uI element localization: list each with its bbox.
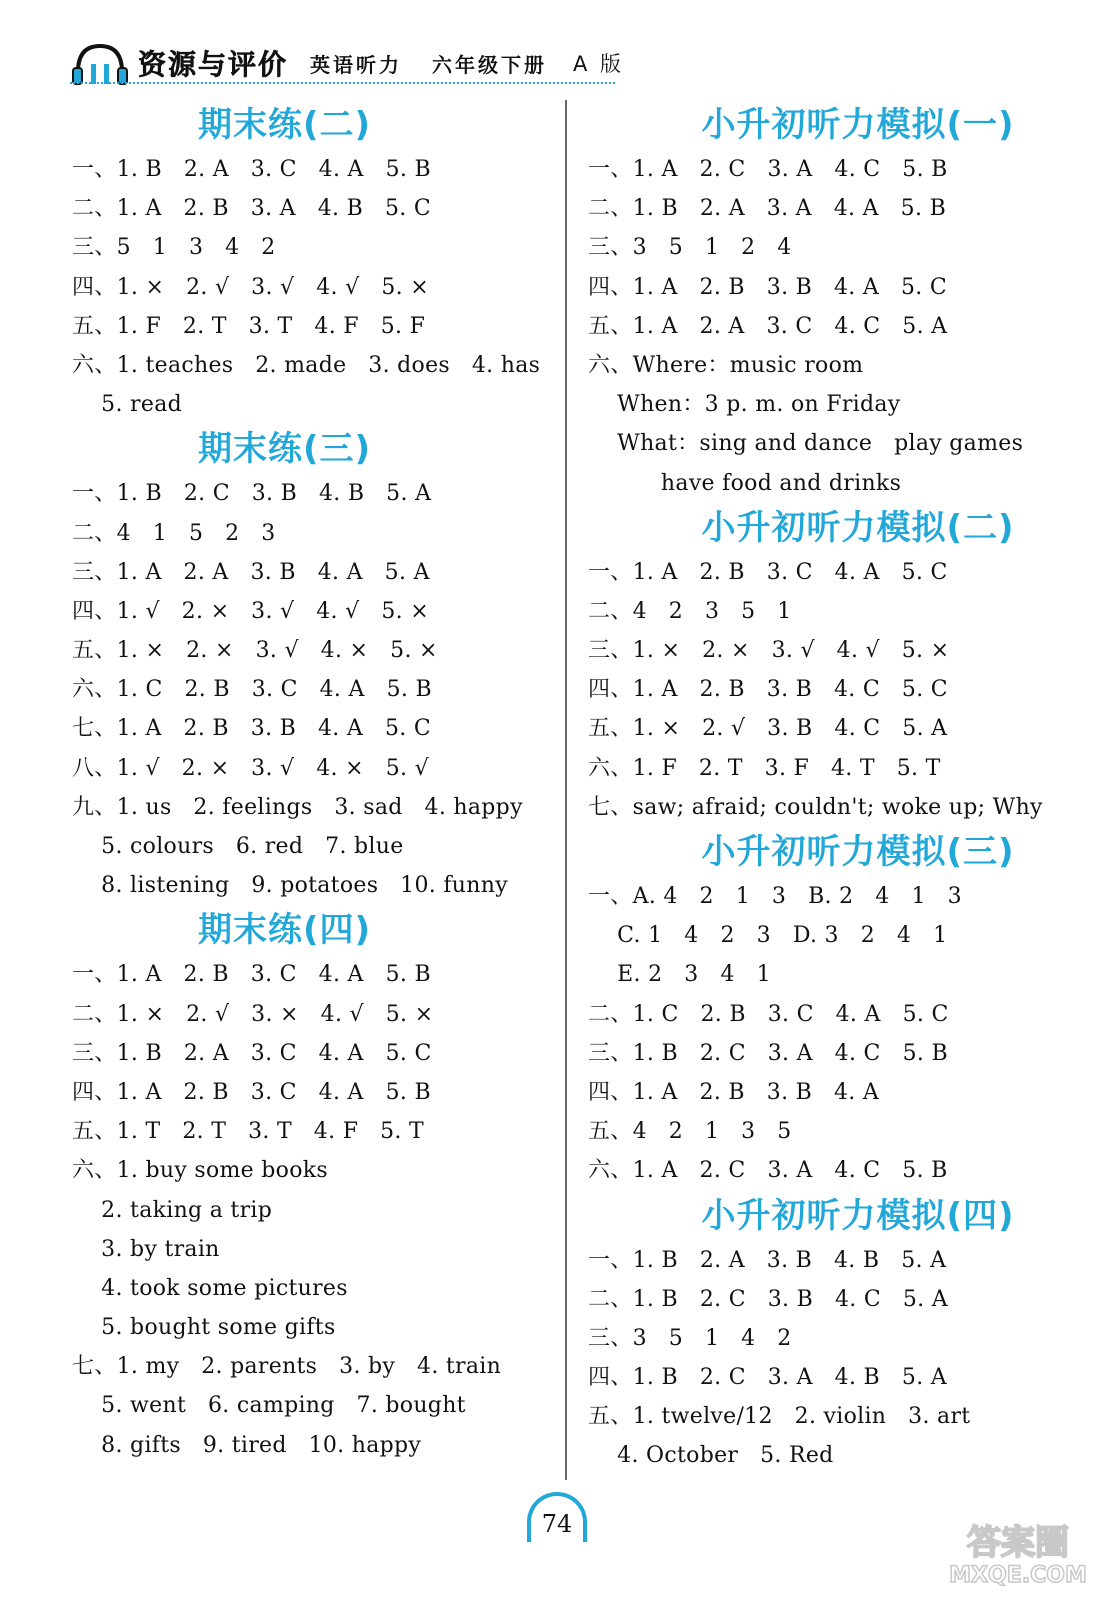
grade-label: 六年级下册 (432, 52, 548, 77)
answer-line: C. 1 4 2 3 D. 3 2 4 1 (588, 923, 948, 949)
answer-line: 六、1. C 2. B 3. C 4. A 5. B (72, 677, 432, 703)
page-header (70, 38, 630, 88)
answer-line: 一、1. B 2. A 3. C 4. A 5. B (72, 157, 431, 182)
answer-line: 4. took some pictures (72, 1275, 348, 1301)
answer-line: 六、1. teaches 2. made 3. does 4. has (72, 352, 541, 378)
section-title: 小升初听力模拟(二) (701, 507, 1015, 548)
answer-line: 五、1. F 2. T 3. T 4. F 5. F (72, 313, 426, 339)
answer-line: 5. read (72, 392, 182, 418)
answer-line: 六、1. buy some books (72, 1158, 328, 1184)
answer-line: 三、1. B 2. C 3. A 4. C 5. B (588, 1040, 948, 1066)
subject-label: 英语听力 (310, 52, 403, 77)
answer-line: 8. listening 9. potatoes 10. funny (72, 873, 508, 899)
answer-line: When：3 p. m. on Friday (588, 392, 901, 418)
page-number (522, 1490, 592, 1538)
answer-line: 一、A. 4 2 1 3 B. 2 4 1 3 (588, 884, 962, 909)
answer-line: 四、1. A 2. B 3. B 4. C 5. C (588, 677, 948, 703)
section-title: 期末练(二) (197, 105, 372, 145)
answer-line: 五、1. A 2. A 3. C 4. C 5. A (588, 313, 948, 339)
answer-line: 2. taking a trip (72, 1197, 273, 1223)
answer-line: 二、1. B 2. A 3. A 4. A 5. B (588, 196, 947, 222)
answer-line: 三、3 5 1 2 4 (588, 235, 792, 261)
answer-line: 二、1. A 2. B 3. A 4. B 5. C (72, 196, 431, 222)
answer-line: 五、1. twelve/12 2. violin 3. art (588, 1404, 971, 1430)
watermark-logo (938, 1516, 1098, 1588)
answer-line: 一、1. B 2. A 3. B 4. B 5. A (588, 1247, 947, 1273)
header-divider (70, 82, 615, 84)
watermark-url: MXQE.COM (949, 1563, 1087, 1588)
answer-line: 5. went 6. camping 7. bought (72, 1393, 466, 1419)
headphones-icon (70, 42, 130, 84)
answer-line: 四、1. B 2. C 3. A 4. B 5. A (588, 1365, 947, 1391)
answer-line: 8. gifts 9. tired 10. happy (72, 1432, 422, 1458)
answer-line: 3. by train (72, 1236, 220, 1262)
answer-line: 四、1. A 2. B 3. C 4. A 5. B (72, 1079, 431, 1105)
answer-line: 五、1. × 2. √ 3. B 4. C 5. A (588, 716, 948, 742)
answer-line: 七、1. A 2. B 3. B 4. A 5. C (72, 716, 431, 742)
section-title: 小升初听力模拟(三) (701, 832, 1015, 872)
answer-line: 六、Where：music room (588, 352, 864, 378)
answer-line: 五、1. T 2. T 3. T 4. F 5. T (72, 1119, 424, 1145)
answer-line: 九、1. us 2. feelings 3. sad 4. happy (72, 794, 523, 820)
answer-line: What：sing and dance play games (588, 431, 1024, 457)
answer-line: 一、1. B 2. C 3. B 4. B 5. A (72, 481, 432, 507)
answer-line: 二、1. × 2. √ 3. × 4. √ 5. × (72, 1001, 434, 1027)
answer-line: 二、4 2 3 5 1 (588, 598, 792, 624)
left-column (72, 100, 552, 1465)
section-title: 期末练(四) (197, 910, 372, 951)
answer-line: 四、1. A 2. B 3. B 4. A 5. C (588, 274, 947, 300)
answer-line: 三、1. × 2. × 3. √ 4. √ 5. × (588, 638, 950, 664)
answer-line: 三、1. A 2. A 3. B 4. A 5. A (72, 559, 430, 585)
section-title: 小升初听力模拟(一) (701, 105, 1015, 145)
answer-line: E. 2 3 4 1 (588, 962, 771, 988)
column-divider (565, 100, 567, 1480)
answer-line: 4. October 5. Red (588, 1443, 834, 1469)
answer-line: 一、1. A 2. C 3. A 4. C 5. B (588, 157, 948, 182)
answer-line: 六、1. A 2. C 3. A 4. C 5. B (588, 1158, 948, 1184)
answer-line: 六、1. F 2. T 3. F 4. T 5. T (588, 755, 941, 781)
answer-line: 二、1. B 2. C 3. B 4. C 5. A (588, 1286, 948, 1312)
edition-label: A 版 (573, 52, 625, 76)
answer-line: 5. colours 6. red 7. blue (72, 834, 404, 859)
answer-line: 五、1. × 2. × 3. √ 4. × 5. × (72, 638, 438, 664)
answer-line: 5. bought some gifts (72, 1315, 336, 1341)
answer-line: 四、1. √ 2. × 3. √ 4. √ 5. × (72, 598, 429, 624)
answer-line: 一、1. A 2. B 3. C 4. A 5. B (72, 962, 431, 988)
page-number-text: 74 (541, 1510, 573, 1538)
section-title: 期末练(三) (197, 429, 372, 470)
answer-line: 二、1. C 2. B 3. C 4. A 5. C (588, 1001, 949, 1027)
answer-line: 四、1. A 2. B 3. B 4. A (588, 1079, 880, 1105)
brand-title: 资源与评价 (138, 48, 289, 81)
answer-line: 五、4 2 1 3 5 (588, 1119, 792, 1145)
watermark-brand: 答案圈 (967, 1523, 1069, 1563)
answer-line: 二、4 1 5 2 3 (72, 520, 276, 546)
answer-line: 三、5 1 3 4 2 (72, 235, 276, 261)
answer-line: 四、1. × 2. √ 3. √ 4. √ 5. × (72, 274, 429, 300)
answer-line: 七、1. my 2. parents 3. by 4. train (72, 1354, 502, 1380)
right-column (588, 100, 1098, 1476)
answer-line: 三、3 5 1 4 2 (588, 1325, 792, 1351)
answer-line: 三、1. B 2. A 3. C 4. A 5. C (72, 1040, 432, 1066)
answer-line: 八、1. √ 2. × 3. √ 4. × 5. √ (72, 755, 429, 781)
section-title: 小升初听力模拟(四) (701, 1195, 1015, 1236)
answer-line: 七、saw; afraid; couldn't; woke up; Why (588, 794, 1043, 820)
answer-line: 一、1. A 2. B 3. C 4. A 5. C (588, 559, 948, 585)
answer-line: have food and drinks (588, 470, 902, 496)
